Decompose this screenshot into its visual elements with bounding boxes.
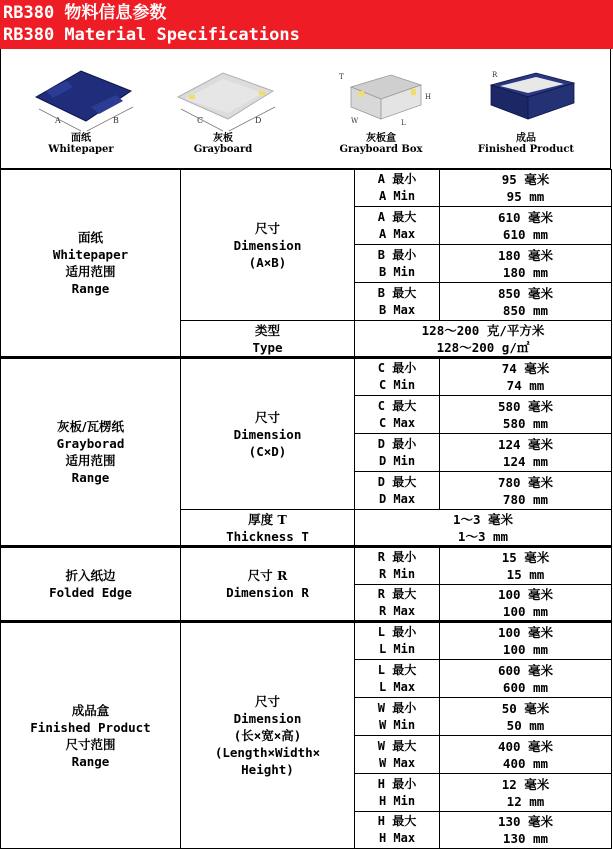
param-label: H 最小 H Min [355, 774, 440, 812]
param-value: 400 毫米 400 mm [440, 736, 612, 774]
gallery-item-finished-product [456, 49, 596, 167]
gallery-item-whitepaper [11, 49, 151, 167]
dimension-cell: 尺寸 Dimension (A×B) [181, 170, 355, 321]
param-label: D 最小 D Min [355, 434, 440, 472]
table-row [1, 170, 612, 207]
param-value: 180 毫米 180 mm [440, 245, 612, 283]
grayboard-icon [163, 57, 283, 137]
param-value: 74 毫米 74 mm [440, 358, 612, 396]
category-cell: 面纸 Whitepaper 适用范围 Range [1, 170, 181, 358]
caption-cn: 面纸 [71, 133, 91, 144]
caption-en: Finished Product [477, 144, 575, 155]
param-value: 12 毫米 12 mm [440, 774, 612, 812]
param-label: A 最大 A Max [355, 207, 440, 245]
param-value: 100 毫米 100 mm [440, 585, 612, 622]
type-label: 类型 Type [181, 321, 355, 358]
label-a: A [55, 116, 61, 125]
param-label: C 最大 C Max [355, 396, 440, 434]
param-label: A 最小 A Min [355, 170, 440, 207]
material-gallery [0, 49, 611, 169]
param-value: 580 毫米 580 mm [440, 396, 612, 434]
param-value: 780 毫米 780 mm [440, 472, 612, 510]
param-value: 95 毫米 95 mm [440, 170, 612, 207]
param-label: D 最大 D Max [355, 472, 440, 510]
caption-en: Grayboard Box [339, 144, 423, 155]
param-value: 124 毫米 124 mm [440, 434, 612, 472]
label-r: R [492, 71, 498, 79]
thickness-label: 厚度 T Thickness T [181, 510, 355, 547]
param-label: W 最小 W Min [355, 698, 440, 736]
caption-cn: 灰板 [213, 133, 233, 144]
dimension-cell: 尺寸 R Dimension R [181, 547, 355, 622]
label-w: W [351, 117, 359, 125]
grayboard-box-icon [321, 57, 441, 137]
caption-cn: 成品 [516, 133, 536, 144]
param-label: H 最大 H Max [355, 812, 440, 849]
param-label: B 最大 B Max [355, 283, 440, 321]
category-cell: 灰板/瓦楞纸 Grayborad 适用范围 Range [1, 358, 181, 547]
param-value: 15 毫米 15 mm [440, 547, 612, 585]
param-label: C 最小 C Min [355, 358, 440, 396]
category-cell: 成品盒 Finished Product 尺寸范围 Range [1, 622, 181, 849]
table-row [1, 622, 612, 660]
param-label: R 最大 R Max [355, 585, 440, 622]
label-d: D [255, 116, 262, 125]
label-t: T [339, 73, 344, 81]
caption-cn: 灰板盒 [366, 133, 396, 144]
whitepaper-icon [21, 57, 141, 137]
title-cn: RB380 物料信息参数 [3, 3, 167, 23]
param-label: W 最大 W Max [355, 736, 440, 774]
param-value: 850 毫米 850 mm [440, 283, 612, 321]
caption-en: Whitepaper [48, 144, 114, 155]
title-en: RB380 Material Specifications [3, 25, 300, 45]
gallery-item-grayboard [153, 49, 293, 167]
label-h: H [425, 93, 432, 101]
type-value: 128～200 克/平方米 128～200 g/㎡ [355, 321, 612, 358]
param-value: 610 毫米 610 mm [440, 207, 612, 245]
label-l: L [401, 119, 406, 127]
caption-en: Grayboard [193, 144, 253, 155]
gallery-item-grayboard-box [311, 49, 451, 167]
category-cell: 折入纸边 Folded Edge [1, 547, 181, 622]
dimension-cell: 尺寸 Dimension (C×D) [181, 358, 355, 510]
param-value: 600 毫米 600 mm [440, 660, 612, 698]
table-row [1, 358, 612, 396]
thickness-value: 1～3 毫米 1～3 mm [355, 510, 612, 547]
spec-table [0, 169, 612, 849]
page-header [0, 0, 613, 49]
param-label: B 最小 B Min [355, 245, 440, 283]
param-label: R 最小 R Min [355, 547, 440, 585]
label-c: C [197, 116, 204, 125]
param-value: 130 毫米 130 mm [440, 812, 612, 849]
label-b: B [113, 116, 119, 125]
param-value: 100 毫米 100 mm [440, 622, 612, 660]
param-label: L 最小 L Min [355, 622, 440, 660]
dimension-cell: 尺寸 Dimension (长×宽×高) (Length×Width× Height) [181, 622, 355, 849]
param-label: L 最大 L Max [355, 660, 440, 698]
finished-product-icon [466, 57, 586, 137]
param-value: 50 毫米 50 mm [440, 698, 612, 736]
table-row [1, 547, 612, 585]
